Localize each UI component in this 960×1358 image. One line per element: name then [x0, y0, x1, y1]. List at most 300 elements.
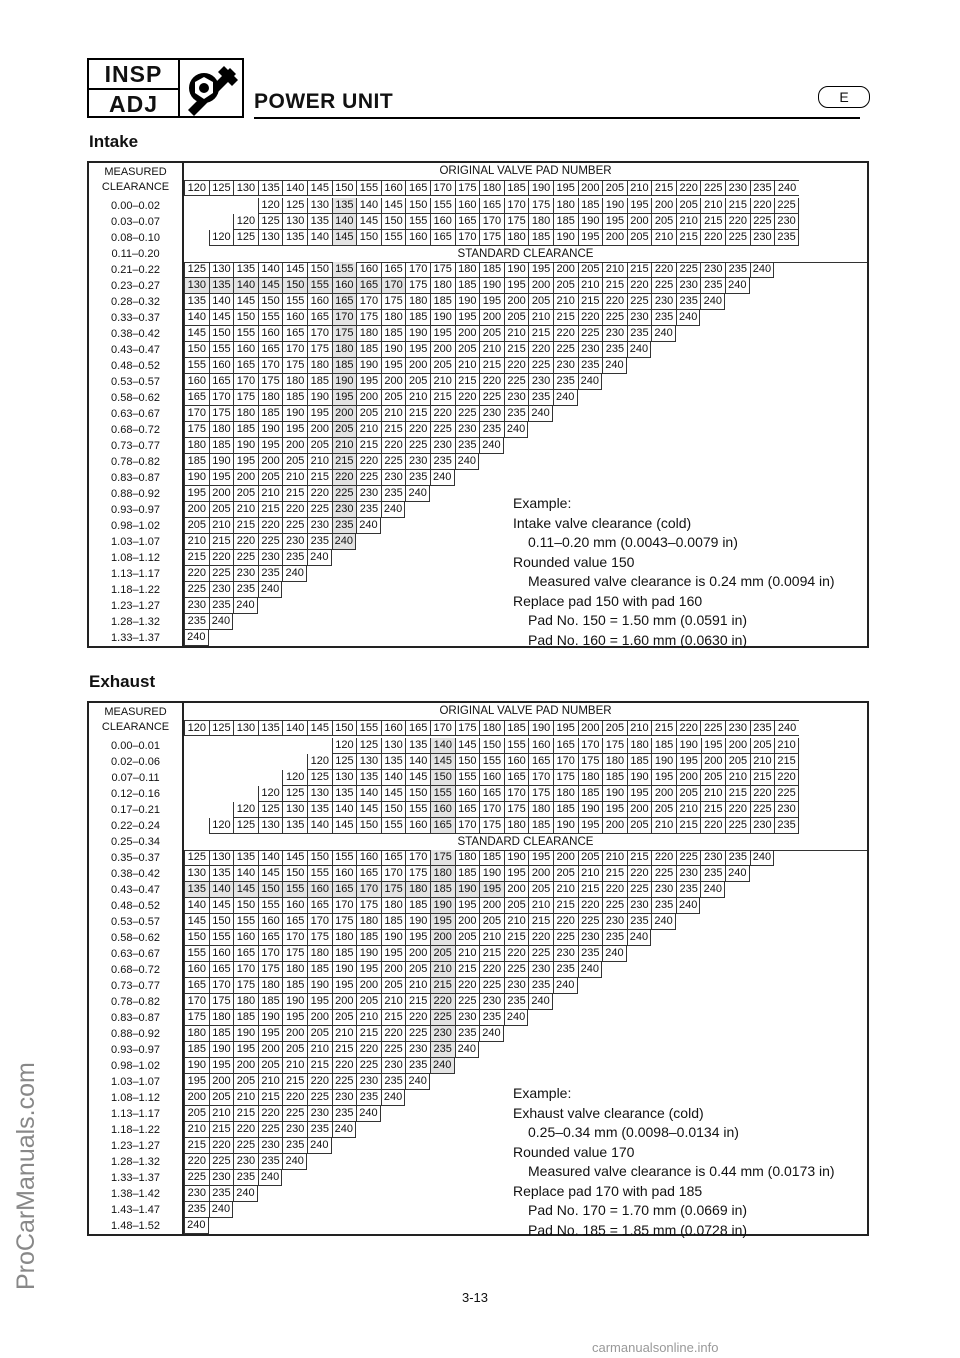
pad-cell: 215	[258, 502, 283, 518]
pad-cell: 205	[233, 486, 258, 502]
pad-cell: 180	[405, 294, 430, 310]
pad-cell: 215	[332, 454, 357, 470]
pad-cell: 120	[282, 770, 307, 786]
pad-cell: 200	[455, 326, 480, 342]
pad-cell: 170	[258, 946, 283, 962]
pad-cell: 160	[282, 310, 307, 326]
pad-cell: 185	[430, 294, 455, 310]
pad-cell: 185	[356, 342, 381, 358]
pad-cell: 220	[725, 214, 750, 230]
pad-cell: 210	[578, 866, 603, 882]
pad-cell: 210	[455, 358, 480, 374]
pad-cell: 220	[750, 786, 775, 802]
pad-cell: 130	[184, 278, 209, 294]
pad-cell: 230	[553, 946, 578, 962]
clearance-label: 0.93–0.97	[111, 504, 160, 516]
pad-cell: 220	[184, 1154, 209, 1170]
pad-number-header: 170	[430, 180, 455, 196]
pad-cell: 180	[528, 802, 553, 818]
pad-cell: 185	[381, 914, 406, 930]
pad-cell: 225	[479, 978, 504, 994]
pad-cell: 235	[602, 342, 627, 358]
pad-cell: 130	[258, 818, 283, 834]
pad-cell: 195	[307, 994, 332, 1010]
pad-cell: 205	[651, 802, 676, 818]
pad-cell: 220	[332, 470, 357, 486]
pad-cell: 185	[233, 1010, 258, 1026]
table-row	[89, 738, 867, 754]
pad-cell: 205	[479, 914, 504, 930]
clearance-label: 0.83–0.87	[111, 472, 160, 484]
table-row	[89, 294, 867, 310]
pad-cell: 150	[356, 230, 381, 246]
pad-cell: 135	[233, 850, 258, 866]
table-row	[89, 914, 867, 930]
pad-cell: 150	[258, 294, 283, 310]
pad-cell: 220	[405, 422, 430, 438]
pad-cell: 190	[504, 262, 529, 278]
pad-cell: 145	[282, 850, 307, 866]
pad-cell: 215	[750, 770, 775, 786]
pad-cell: 170	[282, 342, 307, 358]
pad-cell: 225	[455, 994, 480, 1010]
pad-cell: 225	[676, 262, 701, 278]
pad-cell: 200	[651, 198, 676, 214]
pad-cell: 200	[479, 310, 504, 326]
pad-cell: 210	[725, 770, 750, 786]
pad-cell: 210	[307, 1042, 332, 1058]
pad-cell: 235	[725, 850, 750, 866]
standard-clearance-label: STANDARD CLEARANCE	[184, 246, 867, 263]
pad-cell: 160	[258, 914, 283, 930]
pad-cell: 195	[504, 278, 529, 294]
pad-cell: 125	[307, 770, 332, 786]
table-row	[89, 882, 867, 898]
pad-cell: 145	[233, 882, 258, 898]
pad-cell: 215	[627, 262, 652, 278]
badge-top: INSP	[104, 61, 163, 87]
pad-number-header: 235	[750, 180, 775, 196]
pad-cell: 160	[209, 358, 234, 374]
pad-cell: 175	[479, 818, 504, 834]
clearance-label: 0.25–0.34	[111, 836, 160, 848]
clearance-label: 0.53–0.57	[111, 916, 160, 928]
pad-cell: 190	[356, 358, 381, 374]
table-row	[89, 850, 867, 866]
pad-cell: 205	[725, 754, 750, 770]
pad-cell: 150	[381, 214, 406, 230]
pad-cell: 215	[307, 470, 332, 486]
pad-cell: 160	[479, 770, 504, 786]
pad-number-header: 135	[258, 720, 283, 736]
pad-cell: 190	[233, 438, 258, 454]
pad-cell: 205	[332, 1010, 357, 1026]
pad-cell: 230	[209, 1170, 234, 1186]
pad-cell: 235	[258, 1154, 283, 1170]
pad-cell: 175	[381, 294, 406, 310]
pad-cell: 240	[307, 1138, 332, 1154]
pad-cell: 150	[233, 310, 258, 326]
pad-cell: 225	[774, 786, 799, 802]
pad-cell: 225	[774, 198, 799, 214]
pad-cell: 230	[651, 882, 676, 898]
pad-cell: 210	[233, 1090, 258, 1106]
pad-cell: 175	[233, 390, 258, 406]
pad-cell: 145	[258, 278, 283, 294]
pad-cell: 205	[405, 962, 430, 978]
pad-cell: 220	[504, 946, 529, 962]
pad-cell: 190	[405, 326, 430, 342]
pad-cell: 230	[700, 850, 725, 866]
pad-cell: 160	[356, 262, 381, 278]
pad-cell: 185	[528, 230, 553, 246]
pad-number-header: 195	[553, 180, 578, 196]
pad-cell: 205	[504, 898, 529, 914]
pad-cell: 185	[578, 786, 603, 802]
pad-cell: 200	[479, 898, 504, 914]
pad-cell: 175	[209, 994, 234, 1010]
pad-cell: 230	[774, 214, 799, 230]
pad-cell: 230	[258, 1138, 283, 1154]
pad-cell: 155	[258, 310, 283, 326]
pad-number-header: 195	[553, 720, 578, 736]
language-badge: E	[818, 86, 870, 108]
pad-cell: 220	[356, 1042, 381, 1058]
pad-cell: 165	[479, 786, 504, 802]
pad-cell: 170	[381, 278, 406, 294]
pad-cell: 195	[381, 358, 406, 374]
pad-cell: 160	[430, 802, 455, 818]
pad-cell: 215	[209, 1122, 234, 1138]
pad-cell: 235	[405, 470, 430, 486]
pad-cell: 200	[356, 978, 381, 994]
pad-cell: 175	[282, 358, 307, 374]
pad-number-header: 235	[750, 720, 775, 736]
pad-cell: 140	[233, 278, 258, 294]
clearance-label: 1.03–1.07	[111, 1076, 160, 1088]
pad-cell: 150	[307, 850, 332, 866]
pad-cell: 220	[602, 294, 627, 310]
pad-cell: 120	[209, 230, 234, 246]
pad-cell: 235	[651, 310, 676, 326]
pad-cell: 135	[356, 770, 381, 786]
pad-number-header: 230	[725, 180, 750, 196]
pad-cell: 195	[282, 1010, 307, 1026]
clearance-label: 0.98–1.02	[111, 1060, 160, 1072]
pad-cell: 165	[504, 770, 529, 786]
pad-cell: 165	[209, 374, 234, 390]
pad-cell: 190	[209, 454, 234, 470]
pad-cell: 235	[356, 1090, 381, 1106]
clearance-label: 0.38–0.42	[111, 328, 160, 340]
pad-cell: 145	[381, 198, 406, 214]
pad-cell: 180	[356, 326, 381, 342]
pad-cell: 210	[184, 1122, 209, 1138]
pad-cell: 180	[602, 754, 627, 770]
clearance-label: 0.00–0.01	[111, 740, 160, 752]
pad-cell: 200	[332, 994, 357, 1010]
pad-cell: 120	[209, 818, 234, 834]
pad-cell: 205	[332, 422, 357, 438]
pad-cell: 230	[750, 230, 775, 246]
pad-cell: 180	[356, 914, 381, 930]
table-header	[89, 163, 867, 198]
pad-cell: 200	[725, 738, 750, 754]
clearance-label: 0.48–0.52	[111, 360, 160, 372]
pad-cell: 240	[602, 946, 627, 962]
pad-cell: 190	[184, 1058, 209, 1074]
pad-cell: 210	[553, 882, 578, 898]
exhaust-example	[513, 1084, 835, 1240]
clearance-label: 1.08–1.12	[111, 552, 160, 564]
pad-cell: 205	[184, 1106, 209, 1122]
pad-cell: 125	[258, 214, 283, 230]
pad-cell: 175	[307, 930, 332, 946]
pad-cell: 220	[651, 850, 676, 866]
pad-cell: 180	[233, 994, 258, 1010]
pad-cell: 200	[258, 454, 283, 470]
pad-cell: 185	[381, 326, 406, 342]
pad-cell: 210	[356, 422, 381, 438]
example-line: Replace pad 150 with pad 160	[513, 592, 703, 609]
pad-cell: 220	[258, 518, 283, 534]
pad-cell: 125	[184, 850, 209, 866]
pad-cell: 175	[528, 198, 553, 214]
pad-cell: 165	[356, 866, 381, 882]
pad-cell: 135	[307, 802, 332, 818]
pad-cell: 195	[479, 294, 504, 310]
pad-cell: 170	[405, 262, 430, 278]
pad-cell: 150	[430, 770, 455, 786]
pad-cell: 145	[184, 914, 209, 930]
clearance-label: 0.00–0.02	[111, 200, 160, 212]
pad-cell: 195	[405, 930, 430, 946]
pad-cell: 235	[455, 438, 480, 454]
pad-cell: 225	[750, 214, 775, 230]
pad-cell: 195	[504, 866, 529, 882]
pad-number-header: 140	[282, 720, 307, 736]
pad-cell: 165	[553, 738, 578, 754]
pad-cell: 220	[627, 866, 652, 882]
pad-cell: 220	[479, 962, 504, 978]
pad-number-header: 210	[627, 720, 652, 736]
pad-cell: 225	[602, 898, 627, 914]
pad-cell: 225	[430, 1010, 455, 1026]
pad-cell: 215	[184, 550, 209, 566]
pad-cell: 195	[479, 882, 504, 898]
pad-cell: 235	[774, 818, 799, 834]
pad-cell: 140	[356, 786, 381, 802]
pad-cell: 225	[209, 1154, 234, 1170]
example-line: Intake valve clearance (cold)	[513, 514, 692, 531]
measured-clearance-header: MEASURED CLEARANCE	[101, 706, 170, 733]
pad-cell: 215	[700, 214, 725, 230]
pad-cell: 235	[553, 962, 578, 978]
pad-cell: 165	[233, 358, 258, 374]
pad-cell: 170	[479, 802, 504, 818]
clearance-label: 0.33–0.37	[111, 312, 160, 324]
clearance-label: 1.03–1.07	[111, 536, 160, 548]
pad-number-header: 135	[258, 180, 283, 196]
pad-cell: 185	[430, 882, 455, 898]
pad-cell: 225	[725, 230, 750, 246]
pad-cell: 135	[405, 738, 430, 754]
clearance-label: 0.21–0.22	[111, 264, 160, 276]
pad-cell: 125	[356, 738, 381, 754]
pad-cell: 175	[504, 214, 529, 230]
pad-cell: 235	[504, 406, 529, 422]
pad-cell: 230	[504, 390, 529, 406]
pad-cell: 175	[430, 850, 455, 866]
pad-cell: 180	[504, 818, 529, 834]
pad-cell: 240	[381, 1090, 406, 1106]
pad-cell: 225	[184, 582, 209, 598]
pad-number-header: 220	[676, 180, 701, 196]
pad-cell: 225	[258, 534, 283, 550]
pad-cell: 205	[209, 502, 234, 518]
pad-cell: 140	[258, 850, 283, 866]
pad-cell: 230	[184, 1186, 209, 1202]
pad-cell: 210	[528, 898, 553, 914]
pad-cell: 140	[209, 294, 234, 310]
pad-cell: 215	[282, 1074, 307, 1090]
pad-number-header: 155	[356, 180, 381, 196]
table-row	[89, 390, 867, 406]
pad-cell: 215	[602, 278, 627, 294]
pad-cell: 190	[356, 946, 381, 962]
clearance-label: 0.88–0.92	[111, 1028, 160, 1040]
table-row	[89, 438, 867, 454]
pad-cell: 190	[602, 786, 627, 802]
pad-cell: 155	[184, 358, 209, 374]
pad-cell: 165	[209, 962, 234, 978]
pad-cell: 180	[332, 930, 357, 946]
pad-cell: 200	[282, 1026, 307, 1042]
pad-cell: 170	[258, 358, 283, 374]
badge-bottom: ADJ	[89, 88, 178, 118]
pad-cell: 185	[332, 946, 357, 962]
pad-cell: 240	[332, 1122, 357, 1138]
pad-cell: 225	[332, 486, 357, 502]
pad-cell: 210	[504, 326, 529, 342]
pad-cell: 175	[233, 978, 258, 994]
pad-cell: 230	[676, 278, 701, 294]
pad-cell: 140	[332, 214, 357, 230]
pad-cell: 225	[627, 882, 652, 898]
pad-cell: 210	[553, 294, 578, 310]
pad-cell: 230	[209, 582, 234, 598]
pad-cell: 160	[455, 198, 480, 214]
pad-cell: 215	[405, 406, 430, 422]
pad-cell: 120	[307, 754, 332, 770]
pad-cell: 145	[209, 310, 234, 326]
pad-cell: 175	[430, 262, 455, 278]
pad-cell: 215	[676, 230, 701, 246]
pad-cell: 230	[602, 914, 627, 930]
pad-cell: 175	[578, 754, 603, 770]
pad-cell: 215	[479, 358, 504, 374]
pad-cell: 140	[430, 738, 455, 754]
table-row	[89, 1026, 867, 1042]
clearance-label: 1.08–1.12	[111, 1092, 160, 1104]
pad-cell: 165	[307, 310, 332, 326]
pad-cell: 190	[455, 882, 480, 898]
pad-cell: 205	[209, 1090, 234, 1106]
pad-cell: 120	[332, 738, 357, 754]
pad-cell: 130	[282, 802, 307, 818]
pad-cell: 185	[184, 454, 209, 470]
pad-cell: 195	[282, 422, 307, 438]
pad-cell: 220	[553, 914, 578, 930]
pad-cell: 225	[651, 278, 676, 294]
pad-cell: 200	[430, 930, 455, 946]
pad-cell: 215	[578, 882, 603, 898]
pad-cell: 240	[184, 630, 209, 646]
pad-cell: 215	[553, 898, 578, 914]
pad-cell: 220	[455, 978, 480, 994]
pad-cell: 225	[651, 866, 676, 882]
pad-cell: 180	[455, 850, 480, 866]
pad-cell: 200	[553, 850, 578, 866]
example-line: Pad No. 160 = 1.60 mm (0.0630 in)	[528, 631, 748, 648]
clearance-label: 0.58–0.62	[111, 932, 160, 944]
pad-cell: 160	[307, 294, 332, 310]
pad-cell: 205	[282, 1042, 307, 1058]
pad-cell: 220	[578, 310, 603, 326]
pad-cell: 235	[479, 1010, 504, 1026]
pad-cell: 225	[602, 310, 627, 326]
pad-cell: 200	[258, 1042, 283, 1058]
pad-cell: 235	[455, 1026, 480, 1042]
example-line: Pad No. 170 = 1.70 mm (0.0669 in)	[528, 1202, 748, 1218]
pad-cell: 215	[307, 1058, 332, 1074]
pad-cell: 200	[405, 358, 430, 374]
pad-cell: 140	[184, 898, 209, 914]
pad-cell: 205	[356, 994, 381, 1010]
pad-number-header: 210	[627, 180, 652, 196]
pad-cell: 185	[282, 978, 307, 994]
pad-number-header: 150	[332, 720, 357, 736]
pad-cell: 185	[651, 738, 676, 754]
pad-cell: 175	[381, 882, 406, 898]
pad-cell: 155	[479, 754, 504, 770]
example-line: 0.25–0.34 mm (0.0098–0.0134 in)	[528, 1124, 739, 1140]
pad-cell: 155	[209, 930, 234, 946]
pad-cell: 200	[307, 1010, 332, 1026]
pad-cell: 185	[258, 994, 283, 1010]
pad-cell: 220	[332, 1058, 357, 1074]
pad-cell: 240	[381, 502, 406, 518]
pad-number-header: 185	[504, 180, 529, 196]
pad-cell: 225	[381, 1042, 406, 1058]
pad-cell: 190	[578, 802, 603, 818]
pad-cell: 185	[553, 214, 578, 230]
pad-cell: 120	[233, 214, 258, 230]
pad-cell: 165	[356, 278, 381, 294]
pad-number-header: 230	[725, 720, 750, 736]
pad-cell: 220	[356, 454, 381, 470]
pad-cell: 210	[479, 930, 504, 946]
pad-cell: 240	[479, 1026, 504, 1042]
pad-number-header: 170	[430, 720, 455, 736]
pad-number-header: 215	[651, 720, 676, 736]
table-row	[89, 786, 867, 802]
pad-cell: 200	[184, 502, 209, 518]
table-row	[89, 978, 867, 994]
table-row	[89, 994, 867, 1010]
pad-cell: 170	[504, 198, 529, 214]
pad-number-header: 165	[405, 720, 430, 736]
